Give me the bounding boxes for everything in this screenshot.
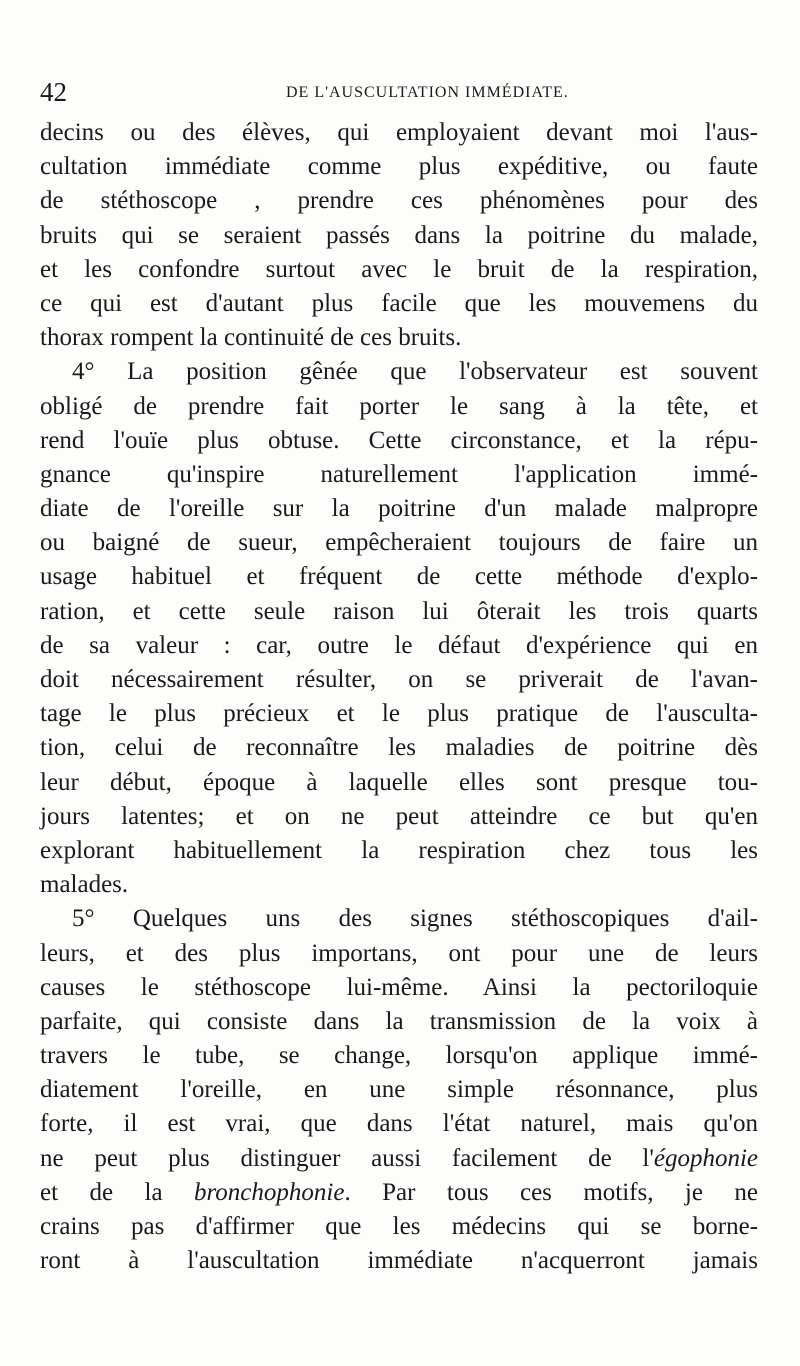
text-line: obligé de prendre fait porter le sang à la tête, et [40, 392, 758, 420]
text-line: jours latentes; et on ne peut atteindre ce but qu'en [40, 802, 758, 830]
text-segment: . Par tous ces motifs, je ne [344, 1178, 758, 1206]
text-line: leurs, et des plus importans, ont pour une de leurs [40, 939, 758, 967]
text-line: ront à l'auscultation immédiate n'acquerront jamais [40, 1247, 758, 1275]
text-line: ou baigné de sueur, empêcheraient toujours de faire un [40, 529, 758, 557]
text-line: 4° La position gênée que l'observateur est souvent [72, 358, 758, 386]
text-line: doit nécessairement résulter, on se priverait de l'avan- [40, 666, 758, 693]
text-line: causes le stéthoscope lui-même. Ainsi la pectoriloquie [40, 973, 758, 1001]
text-line: malades. [40, 871, 129, 899]
text-line: bruits qui se seraient passés dans la poitrine du malade, [40, 221, 758, 249]
text-line: rend l'ouïe plus obtuse. Cette circonstance, et la répu- [40, 426, 758, 454]
text-line: decins ou des élèves, qui employaient devant moi l'aus- [40, 119, 758, 146]
running-head: DE L'AUSCULTATION IMMÉDIATE. [286, 84, 569, 101]
text-line: forte, il est vrai, que dans l'état naturel, mais qu'on [40, 1110, 758, 1138]
italic-term: égophonie [653, 1144, 758, 1172]
text-line [40, 1142, 758, 1176]
text-line: tage le plus précieux et le plus pratique de l'ausculta- [40, 700, 758, 728]
text-line [40, 1176, 758, 1210]
text-line: diatement l'oreille, en une simple résonnance, plus [40, 1076, 758, 1104]
page-header [40, 78, 740, 106]
text-line: parfaite, qui consiste dans la transmission de la voix à [40, 1007, 758, 1035]
text-line: diate de l'oreille sur la poitrine d'un malade malpropre [40, 495, 758, 523]
text-line: de sa valeur : car, outre le défaut d'expérience qui en [40, 631, 758, 659]
text-line: gnance qu'inspire naturellement l'application immé- [40, 460, 758, 488]
text-line: et les confondre surtout avec le bruit de la respiration, [40, 255, 758, 283]
text-line: ration, et cette seule raison lui ôterait les trois quarts [40, 597, 758, 625]
page-number: 42 [40, 77, 67, 107]
italic-term: bronchophonie [193, 1178, 345, 1206]
text-line: explorant habituellement la respiration chez tous les [40, 836, 758, 864]
text-line: 5° Quelques uns des signes stéthoscopiques d'ail- [72, 905, 758, 933]
text-segment: ne peut plus distinguer aussi facilement de l' [40, 1144, 654, 1172]
text-segment: et de la [40, 1178, 194, 1206]
text-line: cultation immédiate comme plus expéditive, ou faute [40, 153, 758, 181]
text-line: leur début, époque à laquelle elles sont presque tou- [40, 768, 758, 796]
body-text [40, 116, 758, 1278]
text-line: de stéthoscope , prendre ces phénomènes pour des [40, 187, 758, 215]
text-line: ce qui est d'autant plus facile que les mouvemens du [40, 289, 758, 317]
text-line: thorax rompent la continuité de ces bruits. [40, 324, 462, 352]
text-line: travers le tube, se change, lorsqu'on applique immé- [40, 1042, 758, 1070]
text-line: crains pas d'affirmer que les médecins qui se borne- [40, 1213, 758, 1240]
text-line: tion, celui de reconnaître les maladies de poitrine dès [40, 734, 758, 762]
text-line: usage habituel et fréquent de cette méthode d'explo- [40, 563, 758, 591]
